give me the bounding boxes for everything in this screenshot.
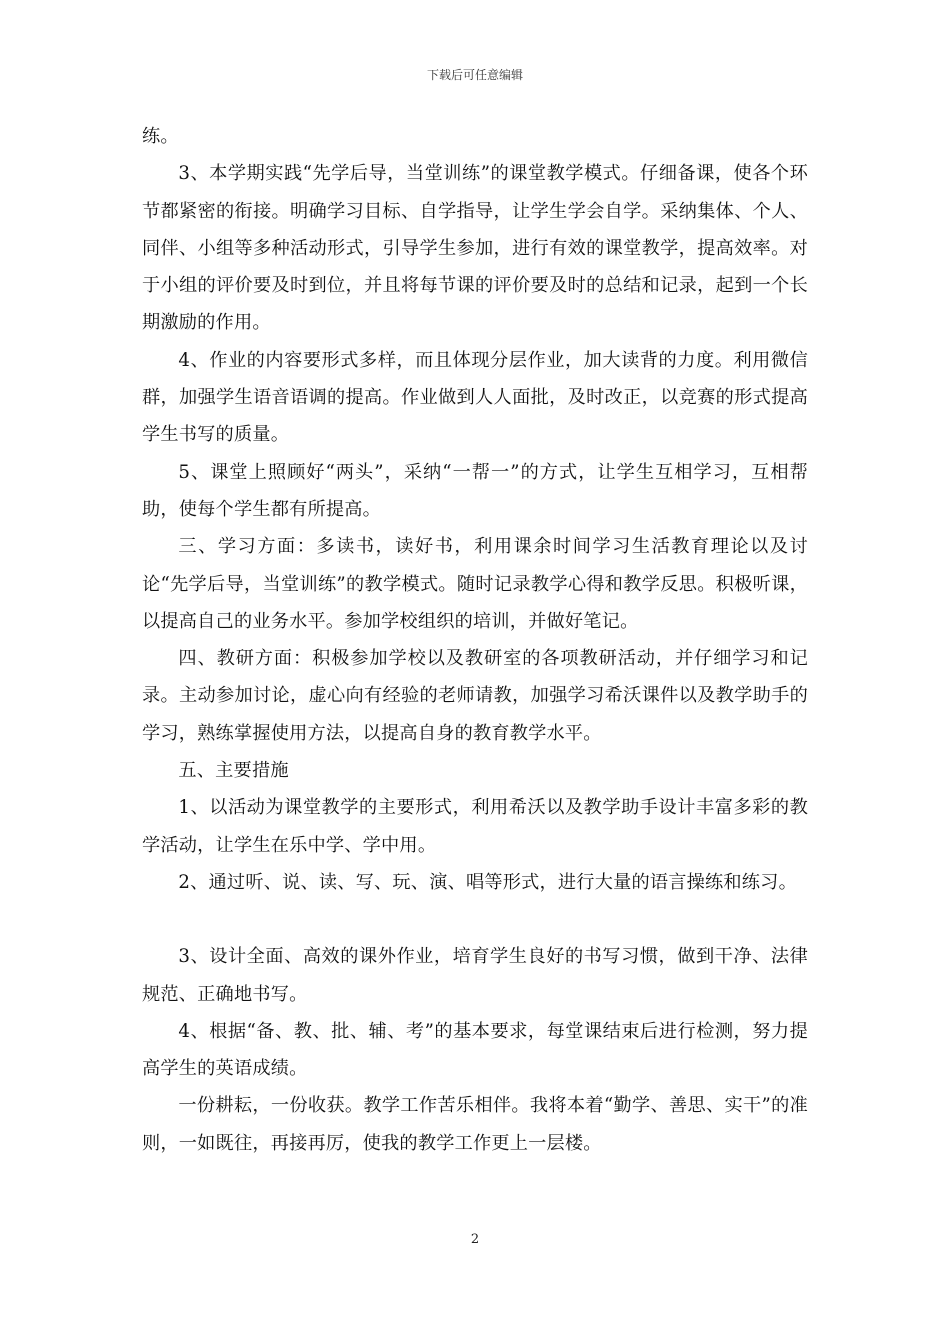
paragraph: 四、教研方面：积极参加学校以及教研室的各项教研活动，并仔细学习和记录。主动参加讨论，虚心向有经验的老师请教，加强学习希沃课件以及教学助手的学习，熟练掌握使用方法，以提高自身的教育教学水平。 [142, 648, 808, 744]
paragraph: 4、作业的内容要形式多样，而且体现分层作业，加大读背的力度。利用微信群，加强学生语音语调的提高。作业做到人人面批，及时改正，以竞赛的形式提高学生书写的质量。 [142, 349, 808, 446]
section-heading: 五、主要措施 [178, 760, 289, 782]
paragraph: 1、以活动为课堂教学的主要形式，利用希沃以及教学助手设计丰富多彩的教学活动，让学生在乐中学、学中用。 [142, 797, 808, 856]
page-header: 下载后可任意编辑 [426, 68, 523, 82]
paragraph: 3、设计全面、高效的课外作业，培育学生良好的书写习惯，做到干净、法律规范、正确地书写。 [142, 946, 808, 1005]
paragraph: 2、通过听、说、读、写、玩、演、唱等形式，进行大量的语言操练和练习。 [178, 871, 797, 893]
document-body [142, 118, 808, 1162]
paragraph: 5、课堂上照顾好“两头”，采纳“一帮一”的方式，让学生互相学习，互相帮助，使每个学生都有所提高。 [142, 461, 808, 520]
paragraph: 3、本学期实践“先学后导，当堂训练”的课堂教学模式。仔细备课，使各个环节都紧密的衔接。明确学习目标、自学指导，让学生学会自学。采纳集体、个人、同伴、小组等多种活动形式，引导学生参加，进行有效的课堂教学，提高效率。对于小组的评价要及时到位，并且将每节课的评价要及时的总结和记录，起到一个长期激励的作用。 [142, 163, 808, 334]
paragraph: 一份耕耘，一份收获。教学工作苦乐相伴。我将本着“勤学、善思、实干”的准则，一如既往，再接再厉，使我的教学工作更上一层楼。 [142, 1095, 808, 1154]
page-number: 2 [470, 1232, 480, 1247]
paragraph: 练。 [142, 126, 179, 147]
paragraph: 三、学习方面：多读书，读好书，利用课余时间学习生活教育理论以及讨论“先学后导，当堂训练”的教学模式。随时记录教学心得和教学反思。积极听课，以提高自己的业务水平。参加学校组织的培训，并做好笔记。 [142, 536, 808, 632]
paragraph: 4、根据“备、教、批、辅、考”的基本要求，每堂课结束后进行检测，努力提高学生的英语成绩。 [142, 1020, 808, 1080]
